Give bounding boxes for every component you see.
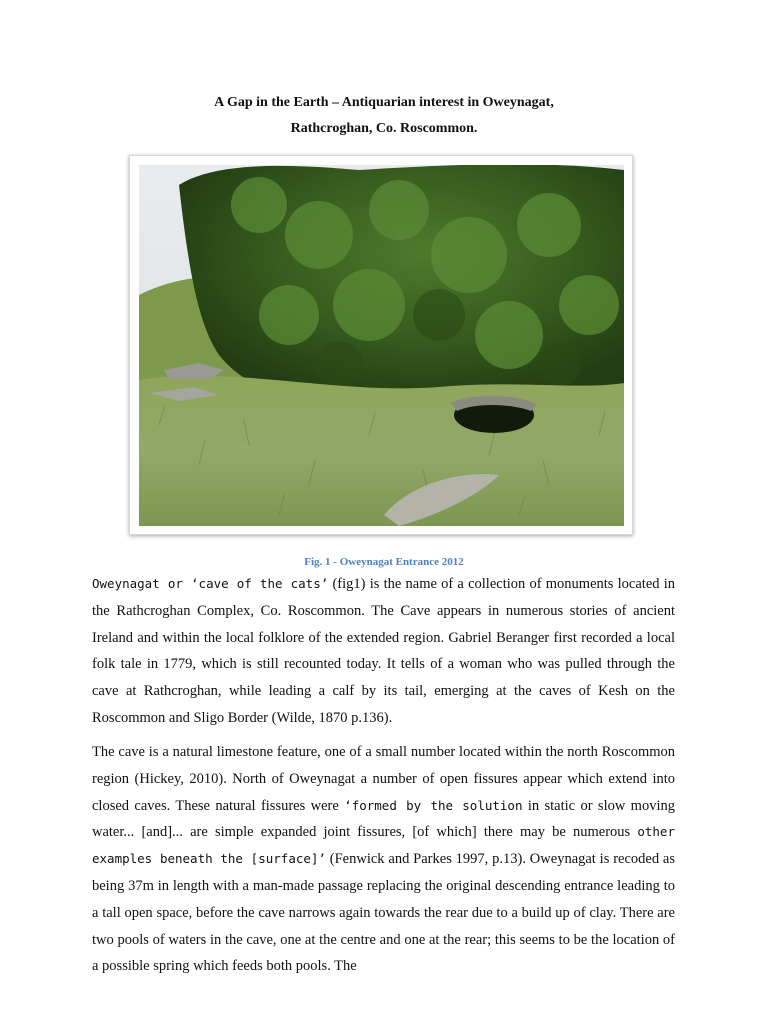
paragraph-2-quote-a: ‘formed by the solution [344, 797, 523, 813]
paragraph-1-lead: Oweynagat or ‘cave of the cats’ [92, 576, 329, 591]
figure-frame [129, 155, 633, 535]
paragraph-1 [92, 571, 675, 732]
document-title-line-1: A Gap in the Earth – Antiquarian interest in Oweynagat, [214, 95, 554, 110]
cave-entrance-photo [139, 165, 624, 526]
paragraph-2-text-a: The cave is a natural limestone feature, one of a small number located within the north Roscommon region (Hickey, 2010). North of Oweynagat a number of open fissures appear which extend into closed caves. These natural fissures were [92, 744, 675, 814]
paragraph-2-text-c: (Fenwick and Parkes 1997, p.13). Oweynagat is recoded as being 37m in length with a man-made passage replacing the original descending entrance leading to a tall open space, before the cave narrows again towards the rear due to a build up of clay. There are two pools of waters in the cave, one at the centre and one at the rear; this seems to be the location of a possible spring which feeds both pools. The [92, 851, 675, 975]
paragraph-2-text-b: in static or slow moving water... [and]... are simple expanded joint fissures, [of which] there may be numerous [92, 797, 675, 841]
paragraph-2-quote-b: other examples beneath the [surface]’ [92, 824, 675, 867]
paragraph-2 [92, 739, 675, 980]
figure-caption: Fig. 1 - Oweynagat Entrance 2012 [304, 556, 464, 568]
paragraph-1-text: (fig1) is the name of a collection of monuments located in the Rathcroghan Complex, Co. Roscommon. The Cave appears in numerous stories of ancient Ireland and within the local folklore of the extended region. Gabriel Beranger first recorded a local folk tale in 1779, which is still recounted today. It tells of a woman who was pulled through the cave at Rathcroghan, while leading a calf by its tail, emerging at the caves of Kesh on the Roscommon and Sligo Border (Wilde, 1870 p.136). [92, 576, 675, 726]
document-title-line-2: Rathcroghan, Co. Roscommon. [290, 121, 478, 136]
